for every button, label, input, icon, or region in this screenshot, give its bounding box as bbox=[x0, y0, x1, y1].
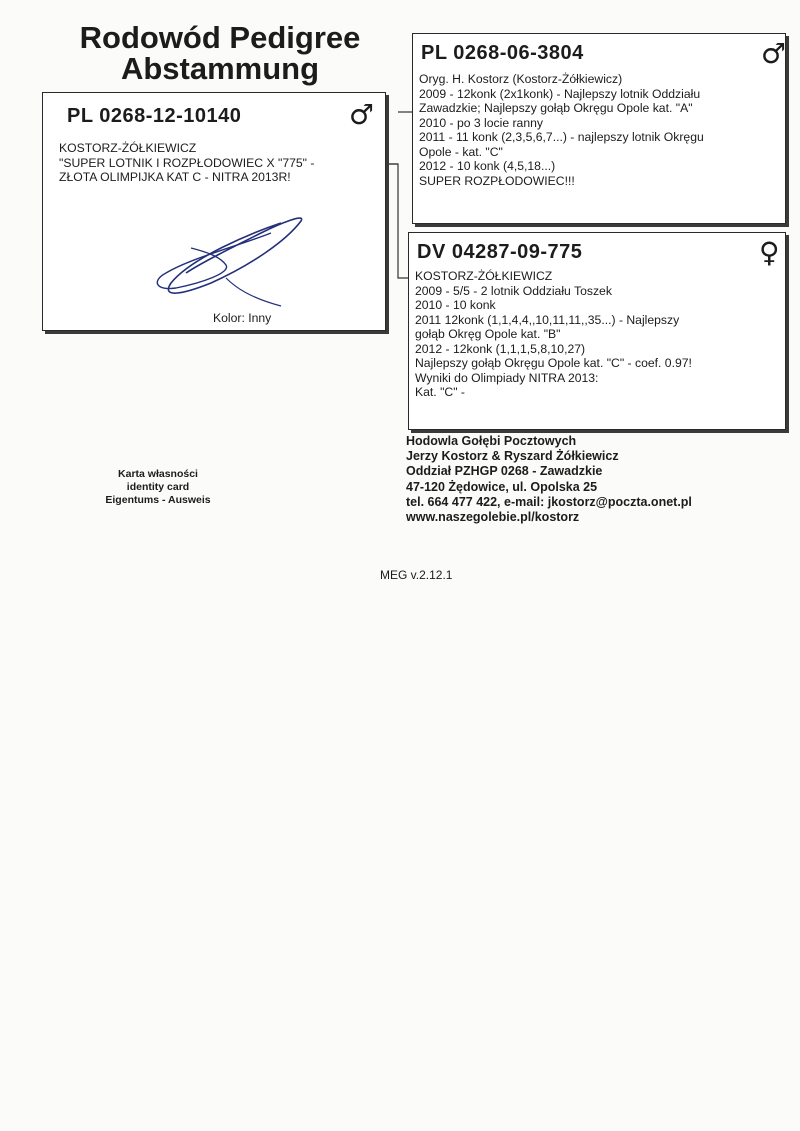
identity-card-line: Karta własności bbox=[118, 468, 198, 480]
identity-card-label bbox=[88, 468, 228, 507]
mother-line: 2011 12konk (1,1,4,4,,10,11,11,,35...) - Najlepszy bbox=[415, 312, 680, 327]
identity-card-line: identity card bbox=[126, 481, 190, 493]
breeder-website: www.naszegolebie.pl/kostorz bbox=[406, 510, 580, 525]
subject-line: KOSTORZ-ŻÓŁKIEWICZ bbox=[59, 141, 197, 155]
male-symbol-icon: ♂ bbox=[761, 37, 787, 70]
female-symbol-icon: ♀ bbox=[759, 236, 780, 269]
breeder-info bbox=[406, 434, 692, 525]
father-description bbox=[419, 72, 704, 188]
breeder-line: Hodowla Gołębi Pocztowych bbox=[406, 434, 577, 448]
software-version: MEG v.2.12.1 bbox=[380, 568, 453, 582]
male-symbol-icon: ♂ bbox=[349, 98, 375, 131]
identity-card-line: Eigentums - Ausweis bbox=[105, 494, 211, 506]
father-pigeon-card bbox=[412, 33, 786, 224]
breeder-line: Oddział PZHGP 0268 - Zawadzkie bbox=[406, 464, 603, 479]
mother-line: 2009 - 5/5 - 2 lotnik Oddziału Toszek bbox=[415, 283, 612, 298]
mother-line: 2012 - 12konk (1,1,1,5,8,10,27) bbox=[415, 341, 586, 356]
subject-line: "SUPER LOTNIK I ROZPŁODOWIEC X "775" - bbox=[59, 155, 315, 170]
father-line: SUPER ROZPŁODOWIEC!!! bbox=[419, 173, 575, 188]
title-line-2: Abstammung bbox=[120, 51, 320, 86]
breeder-line: 47-120 Żędowice, ul. Opolska 25 bbox=[406, 479, 598, 494]
mother-description bbox=[415, 269, 692, 400]
breeder-contact: tel. 664 477 422, e-mail: jkostorz@poczta.onet.pl bbox=[406, 494, 692, 509]
mother-line: 2010 - 10 konk bbox=[415, 298, 496, 312]
mother-ring-number: DV 04287-09-775 bbox=[417, 241, 583, 263]
father-line: 2012 - 10 konk (4,5,18...) bbox=[419, 159, 556, 173]
title-line-1: Rodowód Pedigree bbox=[79, 20, 361, 55]
breeder-line: Jerzy Kostorz & Ryszard Żółkiewicz bbox=[406, 449, 619, 464]
father-line: Opole - kat. "C" bbox=[419, 144, 503, 159]
father-line: 2011 - 11 konk (2,3,5,6,7...) - najlepszy lotnik Okręgu bbox=[419, 130, 704, 144]
signature-drawing bbox=[131, 203, 341, 313]
mother-line: Najlepszy gołąb Okręgu Opole kat. "C" - coef. 0.97! bbox=[415, 356, 692, 370]
subject-description bbox=[59, 141, 314, 185]
mother-pigeon-card bbox=[408, 232, 786, 430]
subject-ring-number: PL 0268-12-10140 bbox=[67, 105, 242, 127]
father-line: 2010 - po 3 locie ranny bbox=[419, 115, 543, 130]
mother-line: Wyniki do Olimpiady NITRA 2013: bbox=[415, 370, 599, 385]
father-line: Oryg. H. Kostorz (Kostorz-Żółkiewicz) bbox=[419, 72, 623, 86]
father-line: Zawadzkie; Najlepszy gołąb Okręgu Opole kat. "A" bbox=[419, 101, 693, 115]
subject-line: ZŁOTA OLIMPIJKA KAT C - NITRA 2013R! bbox=[59, 170, 291, 184]
mother-line: KOSTORZ-ŻÓŁKIEWICZ bbox=[415, 269, 553, 283]
father-line: 2009 - 12konk (2x1konk) - Najlepszy lotnik Oddziału bbox=[419, 86, 701, 101]
subject-pigeon-card bbox=[42, 92, 386, 331]
mother-line: Kat. "C" - bbox=[415, 385, 465, 399]
father-ring-number: PL 0268-06-3804 bbox=[421, 42, 584, 64]
mother-line: gołąb Okręg Opole kat. "B" bbox=[415, 327, 561, 341]
subject-color: Kolor: Inny bbox=[213, 311, 272, 325]
